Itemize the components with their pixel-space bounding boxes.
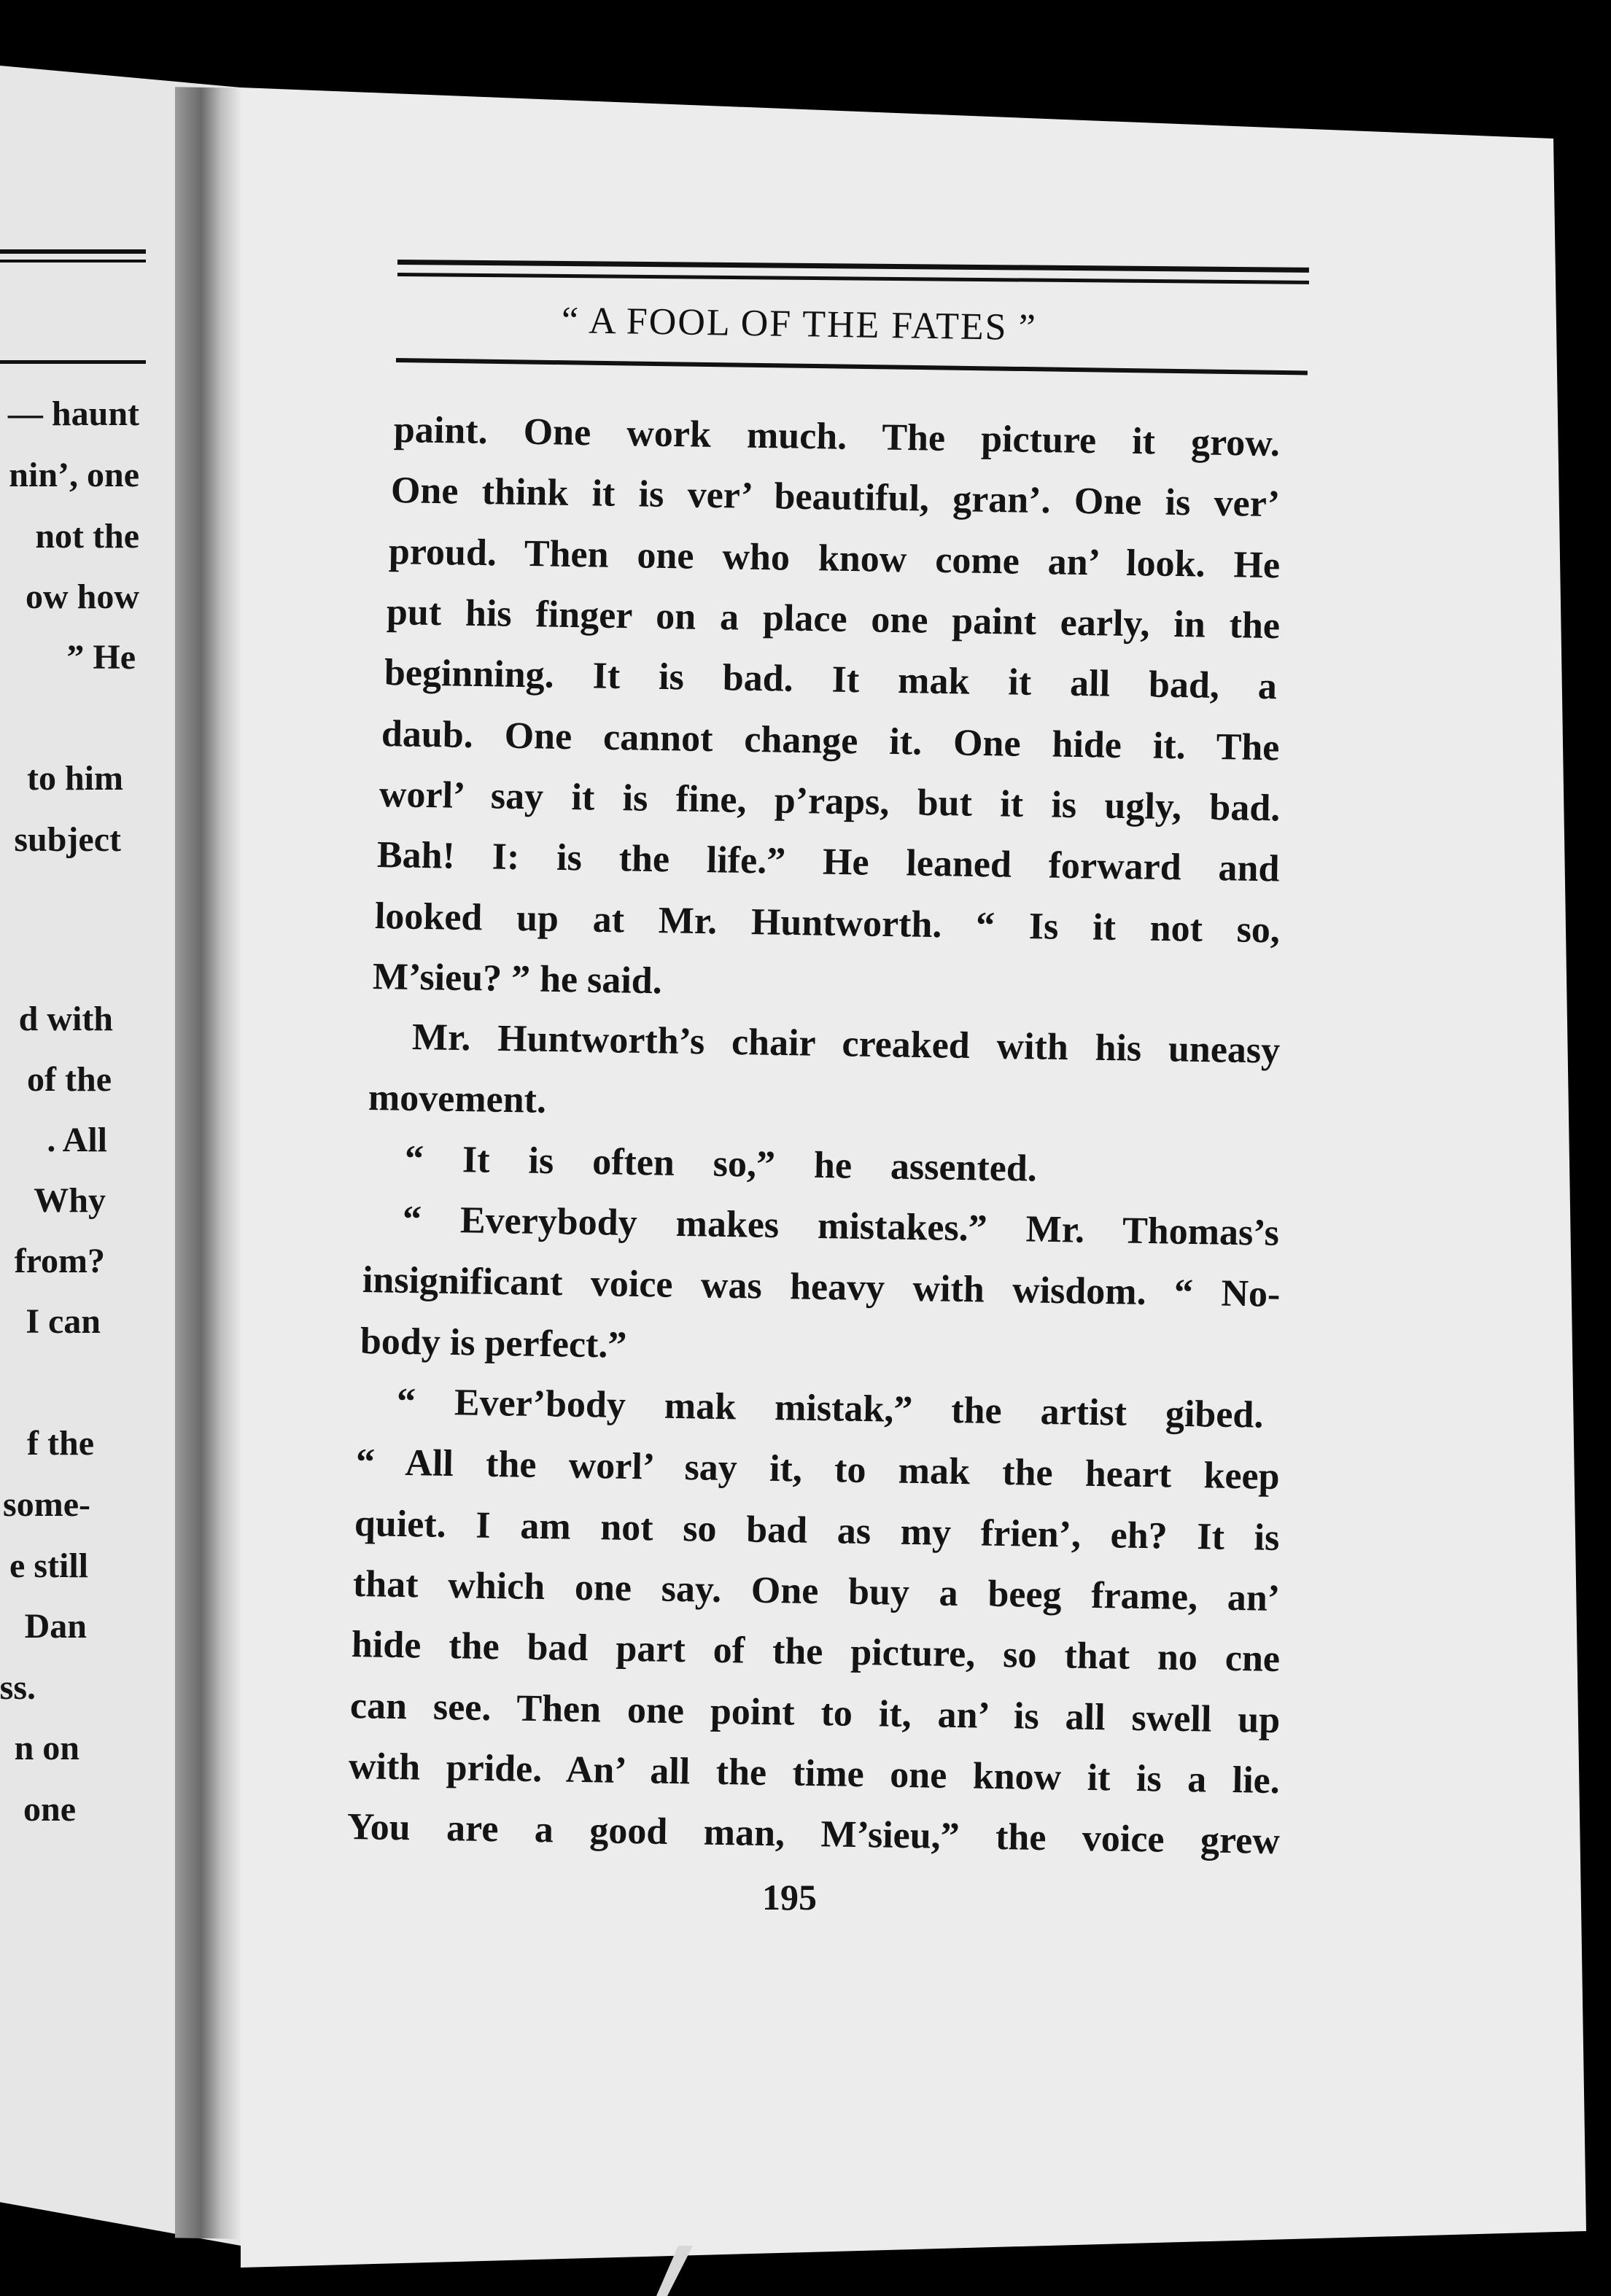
left-text-fragment: ss. (0, 1668, 36, 1707)
page-number: 195 (762, 1877, 817, 1918)
running-header-title: “ A FOOL OF THE FATES ” (561, 300, 1038, 349)
text-line: “ Ever’body mak mistak,” the artist gibed. (396, 1381, 1264, 1436)
text-line: worl’ say it is fine, p’raps, but it is ugly, bad. (379, 774, 1281, 830)
text-line: You are a good man, M’sieu,” the voice grew (346, 1806, 1281, 1863)
left-header-rule (0, 249, 146, 254)
text-line: hide the bad part of the picture, so that no cne (351, 1624, 1281, 1680)
text-line: movement. (368, 1077, 547, 1121)
text-line: quiet. I am not so bad as my frien’, eh? It is (354, 1503, 1280, 1559)
text-line: with pride. An’ all the time one know it is a lie. (348, 1746, 1281, 1802)
text-line: body is perfect.” (360, 1320, 627, 1366)
left-text-fragment: n on (14, 1729, 79, 1767)
left-text-fragment: . All (47, 1121, 107, 1159)
text-line: put his finger on a place one paint early, in the (386, 591, 1281, 647)
text-line: Bah! I: is the life.” He leaned forward and (376, 834, 1280, 890)
text-line: “ It is often so,” he assented. (404, 1138, 1038, 1190)
text-line: One think it is ver’ beautiful, gran’. One is ver’ (390, 470, 1281, 526)
left-text-fragment: not the (35, 517, 139, 556)
left-text-fragment: e still (9, 1546, 88, 1585)
text-line: Mr. Huntworth’s chair creaked with his uneasy (411, 1016, 1281, 1072)
left-text-fragment: Why (34, 1181, 106, 1220)
text-line: beginning. It is bad. It mak it all bad, a (384, 652, 1278, 708)
left-text-fragment: nin’, one (9, 456, 139, 494)
left-text-fragment: subject (14, 820, 121, 859)
text-line: M’sieu? ” he said. (372, 956, 663, 1003)
book-gutter (175, 87, 241, 2239)
left-text-fragment: of the (27, 1060, 112, 1099)
text-line: proud. Then one who know come an’ look. He (388, 531, 1281, 587)
text-line: looked up at Mr. Huntworth. “ Is it not so, (374, 895, 1281, 952)
left-text-fragment: f the (27, 1424, 94, 1463)
left-text-fragment: one (23, 1790, 76, 1829)
left-text-fragment: Dan (24, 1607, 87, 1646)
left-text-fragment: d with (18, 1000, 113, 1038)
left-text-fragment: ow how (25, 577, 139, 616)
text-line: paint. One work much. The picture it grow. (393, 409, 1281, 465)
text-line: that which one say. One buy a beeg frame, an’ (352, 1563, 1281, 1619)
text-line: “ Everybody makes mistakes.” Mr. Thomas’s (402, 1199, 1280, 1254)
text-line: can see. Then one point to it, an’ is all swell up (349, 1685, 1281, 1742)
left-header-rule (0, 260, 146, 262)
left-text-fragment: from? (14, 1242, 105, 1280)
left-text-fragment: to him (27, 759, 123, 798)
left-text-fragment: I can (26, 1302, 101, 1341)
left-text-fragment: ” He (66, 638, 136, 677)
text-line: insignificant voice was heavy with wisdom. “ No- (362, 1259, 1281, 1315)
text-line: “ All the worl’ say it, to mak the heart keep (355, 1441, 1280, 1498)
left-text-fragment: — haunt (7, 394, 139, 433)
text-line: daub. One cannot change it. One hide it. The (381, 713, 1280, 769)
left-text-fragment: some- (3, 1485, 90, 1524)
left-header-rule (0, 360, 146, 364)
